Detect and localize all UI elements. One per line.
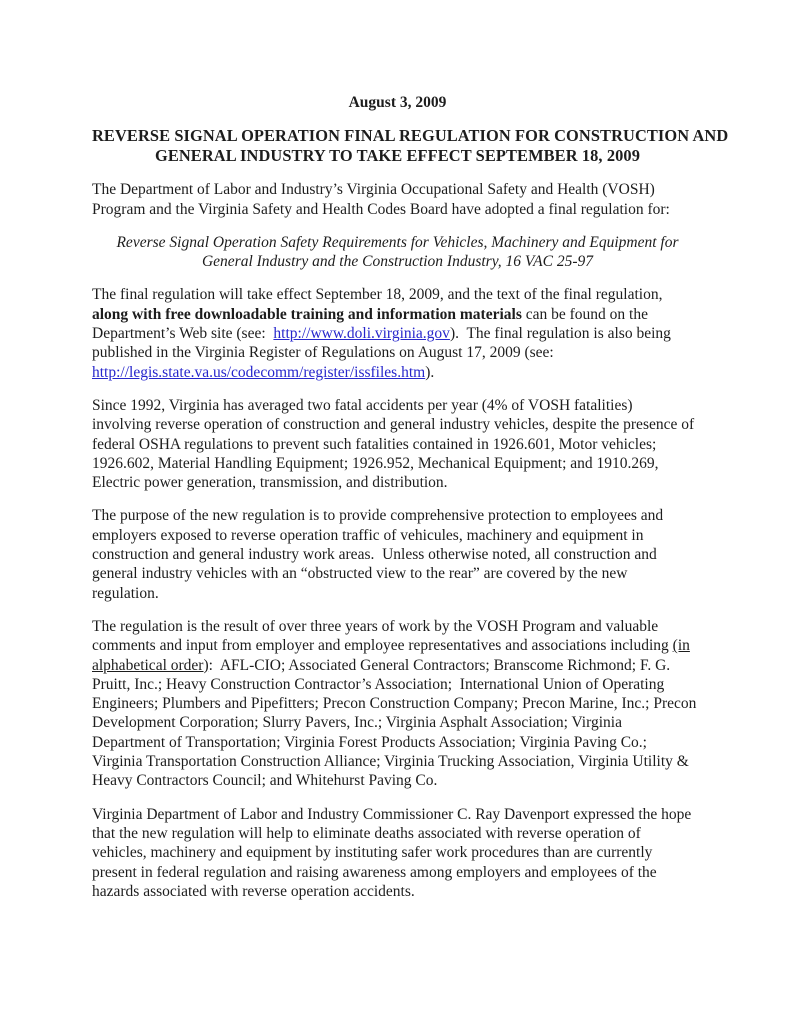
text-run: Virginia Department of Labor and Industry Commissioner C. Ray Davenport expressed the hope — [92, 805, 692, 823]
text-line — [92, 454, 703, 473]
legis-register-link[interactable]: http://legis.state.va.us/codecomm/register/issfiles.htm — [92, 363, 426, 381]
text-line — [92, 882, 703, 901]
text-run: Virginia Transportation Construction Alliance; Virginia Trucking Association, Virginia Utility & — [92, 753, 689, 771]
text-run: comments and input from employer and employee representatives and associations including — [92, 637, 673, 655]
text-line — [92, 473, 703, 492]
text-line — [92, 506, 703, 525]
text-run: that the new regulation will help to eliminate deaths associated with reverse operation of — [92, 824, 641, 842]
text-line — [92, 584, 703, 603]
text-line — [92, 564, 703, 583]
text-line — [92, 636, 703, 655]
text-line — [92, 252, 703, 271]
text-line — [92, 305, 703, 324]
text-line — [92, 713, 703, 732]
text-run: Since 1992, Virginia has averaged two fatal accidents per year (4% of VOSH fatalities) — [92, 396, 633, 414]
text-run: regulation. — [92, 584, 159, 602]
effective-date-paragraph — [92, 285, 703, 381]
text-run: federal OSHA regulations to prevent such fatalities contained in 1926.601, Motor vehicles; — [92, 435, 657, 453]
text-run: REVERSE SIGNAL OPERATION FINAL REGULATION FOR CONSTRUCTION AND — [92, 126, 729, 146]
text-run: Heavy Contractors Council; and Whitehurst Paving Co. — [92, 772, 438, 790]
text-run: alphabetical order) — [92, 656, 209, 674]
commissioner-paragraph — [92, 805, 703, 901]
text-run: ). The final regulation is also being — [449, 325, 671, 343]
text-run: general industry vehicles with an “obstructed view to the rear” are covered by the new — [92, 565, 628, 583]
text-run: hazards associated with reverse operation accidents. — [92, 882, 415, 900]
text-run: Development Corporation; Slurry Pavers, Inc.; Virginia Asphalt Association; Virginia — [92, 714, 622, 732]
text-run: Engineers; Plumbers and Pipefitters; Precon Construction Company; Precon Marine, Inc.; Precon — [92, 695, 697, 713]
text-line — [92, 545, 703, 564]
text-line — [92, 771, 703, 790]
text-run: August 3, 2009 — [348, 94, 447, 111]
text-run: Reverse Signal Operation Safety Requirements for Vehicles, Machinery and Equipment for — [116, 233, 679, 251]
text-run: present in federal regulation and raising awareness among employers and employees of the — [92, 863, 657, 881]
text-run: construction and general industry work areas. Unless otherwise noted, all construction and — [92, 546, 657, 564]
text-line — [92, 675, 703, 694]
purpose-paragraph — [92, 506, 703, 602]
text-line — [92, 146, 703, 166]
text-line — [92, 285, 703, 304]
text-line — [92, 694, 703, 713]
text-line — [92, 863, 703, 882]
text-line — [92, 126, 729, 146]
intro-paragraph — [92, 180, 703, 219]
text-line — [92, 617, 703, 636]
text-run: General Industry and the Construction Industry, 16 VAC 25-97 — [201, 253, 594, 271]
text-run: (in — [672, 637, 690, 655]
text-line — [92, 435, 703, 454]
text-line — [92, 396, 703, 415]
text-run: can be found on the — [521, 305, 648, 323]
text-run: Program and the Virginia Safety and Health Codes Board have adopted a final regulation for: — [92, 200, 670, 218]
text-line — [92, 180, 703, 199]
date-line — [92, 93, 703, 112]
text-line — [92, 824, 703, 843]
text-run: : AFL-CIO; Associated General Contractors; Branscome Richmond; F. G. — [208, 656, 671, 674]
text-run: involving reverse operation of construction and general industry vehicles, despite the presence of — [92, 416, 695, 434]
text-run: The regulation is the result of over three years of work by the VOSH Program and valuable — [92, 617, 659, 635]
text-run: The final regulation will take effect September 18, 2009, and the text of the final regulation, — [92, 286, 663, 304]
fatalities-paragraph — [92, 396, 703, 492]
text-run: The purpose of the new regulation is to provide comprehensive protection to employees and — [92, 507, 664, 525]
text-line — [92, 200, 703, 219]
text-line — [92, 363, 703, 382]
text-run: published in the Virginia Register of Regulations on August 17, 2009 (see: — [92, 344, 554, 362]
contributors-paragraph — [92, 617, 703, 791]
text-run: employers exposed to reverse operation traffic of vehicules, machinery and equipment in — [92, 526, 644, 544]
text-run: vehicles, machinery and equipment by instituting safer work procedures than are currently — [92, 844, 653, 862]
text-run: Electric power generation, transmission, and distribution. — [92, 474, 448, 492]
regulation-citation — [92, 233, 703, 272]
text-line — [92, 324, 703, 343]
text-run: Department’s Web site (see: — [92, 325, 274, 343]
document-title — [92, 126, 729, 166]
text-run: Pruitt, Inc.; Heavy Construction Contractor’s Association; International Union of Operating — [92, 675, 665, 693]
text-run: The Department of Labor and Industry’s Virginia Occupational Safety and Health (VOSH) — [92, 181, 655, 199]
text-line — [92, 752, 703, 771]
doli-website-link[interactable]: http://www.doli.virginia.gov — [273, 325, 450, 343]
text-line — [92, 415, 703, 434]
text-line — [92, 805, 703, 824]
text-run: Department of Transportation; Virginia Forest Products Association; Virginia Paving Co.; — [92, 733, 647, 751]
text-run: along with free downloadable training and information materials — [92, 305, 522, 323]
text-line — [92, 843, 703, 862]
text-line — [92, 343, 703, 362]
text-run: GENERAL INDUSTRY TO TAKE EFFECT SEPTEMBER 18, 2009 — [154, 146, 640, 166]
text-line — [92, 93, 703, 112]
text-line — [92, 233, 703, 252]
text-run: ). — [425, 363, 435, 381]
text-line — [92, 656, 703, 675]
text-line — [92, 733, 703, 752]
text-run: 1926.602, Material Handling Equipment; 1926.952, Mechanical Equipment; and 1910.269, — [92, 454, 659, 472]
text-line — [92, 526, 703, 545]
